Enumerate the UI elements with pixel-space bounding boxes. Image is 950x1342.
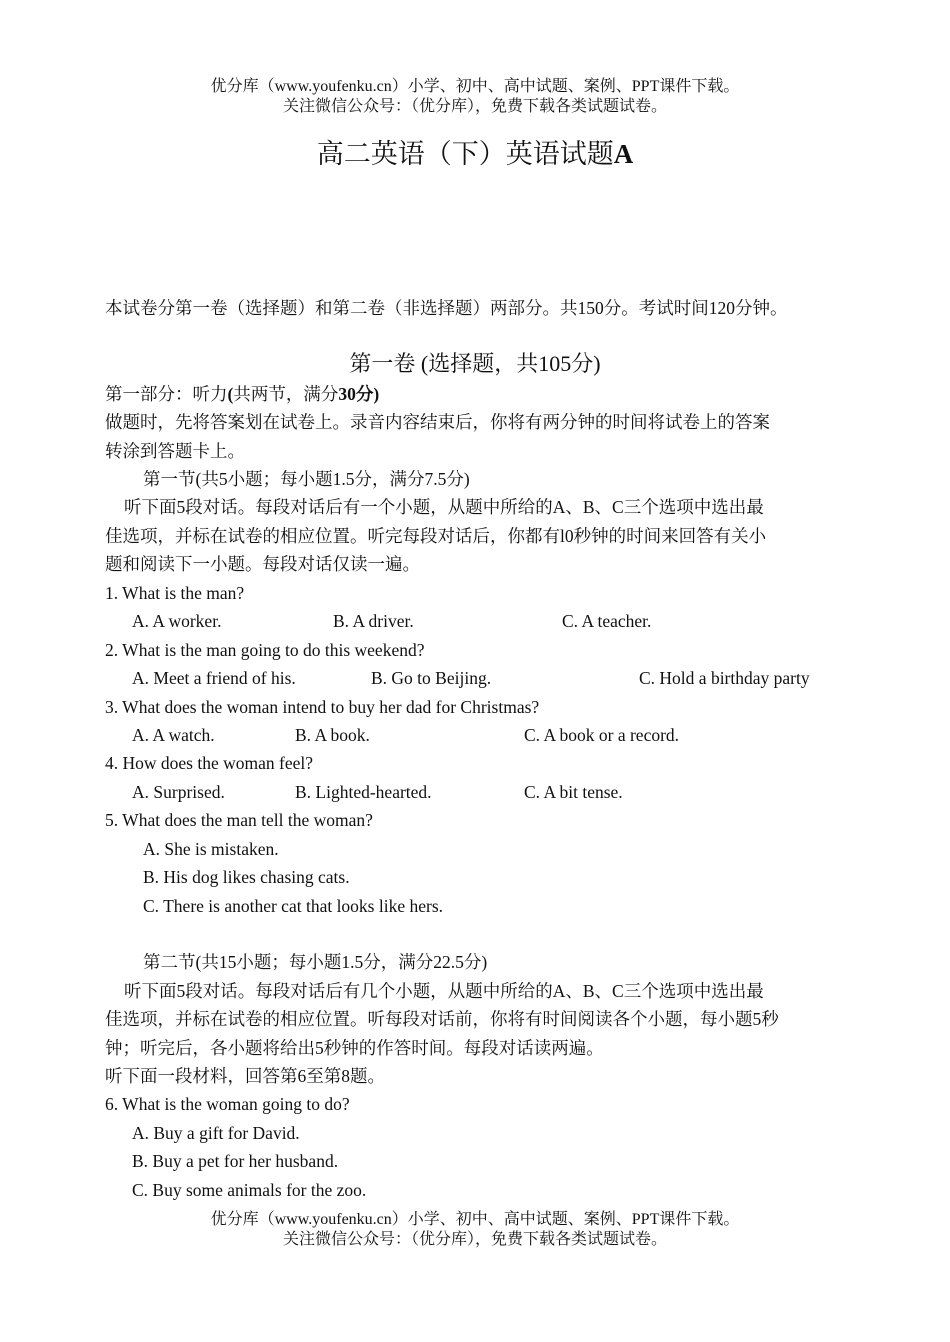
question-5-option-b: B. His dog likes chasing cats.	[143, 867, 350, 887]
question-3-option-a: A. A watch.	[132, 725, 215, 745]
part-1-instruction-1: 做题时，先将答案划在试卷上。录音内容结束后，你将有两分钟的时间将试卷上的答案	[105, 412, 770, 432]
page-header-line-1: 优分库（www.youfenku.cn）小学、初中、高中试题、案例、PPT课件下载。	[210, 78, 740, 95]
page-header-line-2: 关注微信公众号：（优分库），免费下载各类试题试卷。	[282, 98, 667, 115]
question-5-option-a: A. She is mistaken.	[143, 839, 279, 859]
question-2-option-a: A. Meet a friend of his.	[132, 668, 296, 688]
section-2-instruction-3: 钟；听完后，各小题将给出5秒钟的作答时间。每段对话读两遍。	[105, 1038, 604, 1058]
question-4: 4. How does the woman feel?	[105, 753, 313, 773]
question-1-option-b: B. A driver.	[333, 611, 414, 631]
question-6-option-a: A. Buy a gift for David.	[132, 1123, 300, 1143]
section-2-heading: 第二节(共15小题；每小题1.5分，满分22.5分)	[143, 952, 488, 972]
question-6-option-c: C. Buy some animals for the zoo.	[132, 1180, 367, 1200]
part-1-heading-score: 30	[338, 384, 356, 404]
page-footer-line-2: 关注微信公众号：（优分库），免费下载各类试题试卷。	[282, 1231, 667, 1248]
volume-1-heading: 第一卷 (选择题，共105分)	[349, 351, 601, 376]
part-1-heading-pre: 第一部分：听力	[105, 384, 228, 404]
part-1-instruction-2: 转涂到答题卡上。	[105, 441, 245, 461]
section-2-instruction-2: 佳选项，并标在试卷的相应位置。听每段对话前，你将有时间阅读各个小题，每小题5秒	[105, 1009, 779, 1029]
section-1-instruction-3: 题和阅读下一小题。每段对话仅读一遍。	[105, 554, 420, 574]
section-1-heading: 第一节(共5小题；每小题1.5分，满分7.5分)	[143, 469, 470, 489]
question-6-option-b: B. Buy a pet for her husband.	[132, 1151, 339, 1171]
question-1-option-a: A. A worker.	[132, 611, 222, 631]
question-1-option-c: C. A teacher.	[562, 611, 652, 631]
question-6: 6. What is the woman going to do?	[105, 1094, 350, 1114]
section-1-instruction-2: 佳选项，并标在试卷的相应位置。听完每段对话后，你都有l0秒钟的时间来回答有关小	[105, 526, 767, 546]
part-1-heading-mid: 共两节，满分	[233, 384, 339, 404]
question-4-option-a: A. Surprised.	[132, 782, 225, 802]
question-2-option-c: C. Hold a birthday party	[639, 668, 810, 688]
page-footer-line-1: 优分库（www.youfenku.cn）小学、初中、高中试题、案例、PPT课件下载。	[210, 1211, 740, 1228]
question-4-option-c: C. A bit tense.	[524, 782, 623, 802]
part-1-heading-close: 分)	[355, 384, 380, 404]
part-1-heading-open: (	[227, 384, 234, 404]
page-title-main: 高二英语（下）英语试题	[316, 139, 614, 169]
section-1-instruction-1: 听下面5段对话。每段对话后有一个小题，从题中所给的A、B、C三个选项中选出最	[124, 497, 764, 517]
exam-intro: 本试卷分第一卷（选择题）和第二卷（非选择题）两部分。共150分。考试时间120分钟。	[105, 298, 788, 318]
question-3-option-b: B. A book.	[295, 725, 370, 745]
section-2-instruction-1: 听下面5段对话。每段对话后有几个小题，从题中所给的A、B、C三个选项中选出最	[124, 981, 764, 1001]
question-5-option-c: C. There is another cat that looks like hers.	[143, 896, 444, 916]
page-title	[0, 137, 950, 171]
question-3-option-c: C. A book or a record.	[524, 725, 680, 745]
question-4-option-b: B. Lighted-hearted.	[295, 782, 432, 802]
question-1: 1. What is the man?	[105, 583, 245, 603]
page-title-suffix: A	[613, 139, 634, 169]
question-2-option-b: B. Go to Beijing.	[371, 668, 492, 688]
question-5: 5. What does the man tell the woman?	[105, 810, 373, 830]
question-3: 3. What does the woman intend to buy her dad for Christmas?	[105, 697, 540, 717]
section-2-material-note: 听下面一段材料，回答第6至第8题。	[105, 1066, 385, 1086]
question-2: 2. What is the man going to do this weekend?	[105, 640, 425, 660]
part-1-heading	[105, 383, 379, 405]
